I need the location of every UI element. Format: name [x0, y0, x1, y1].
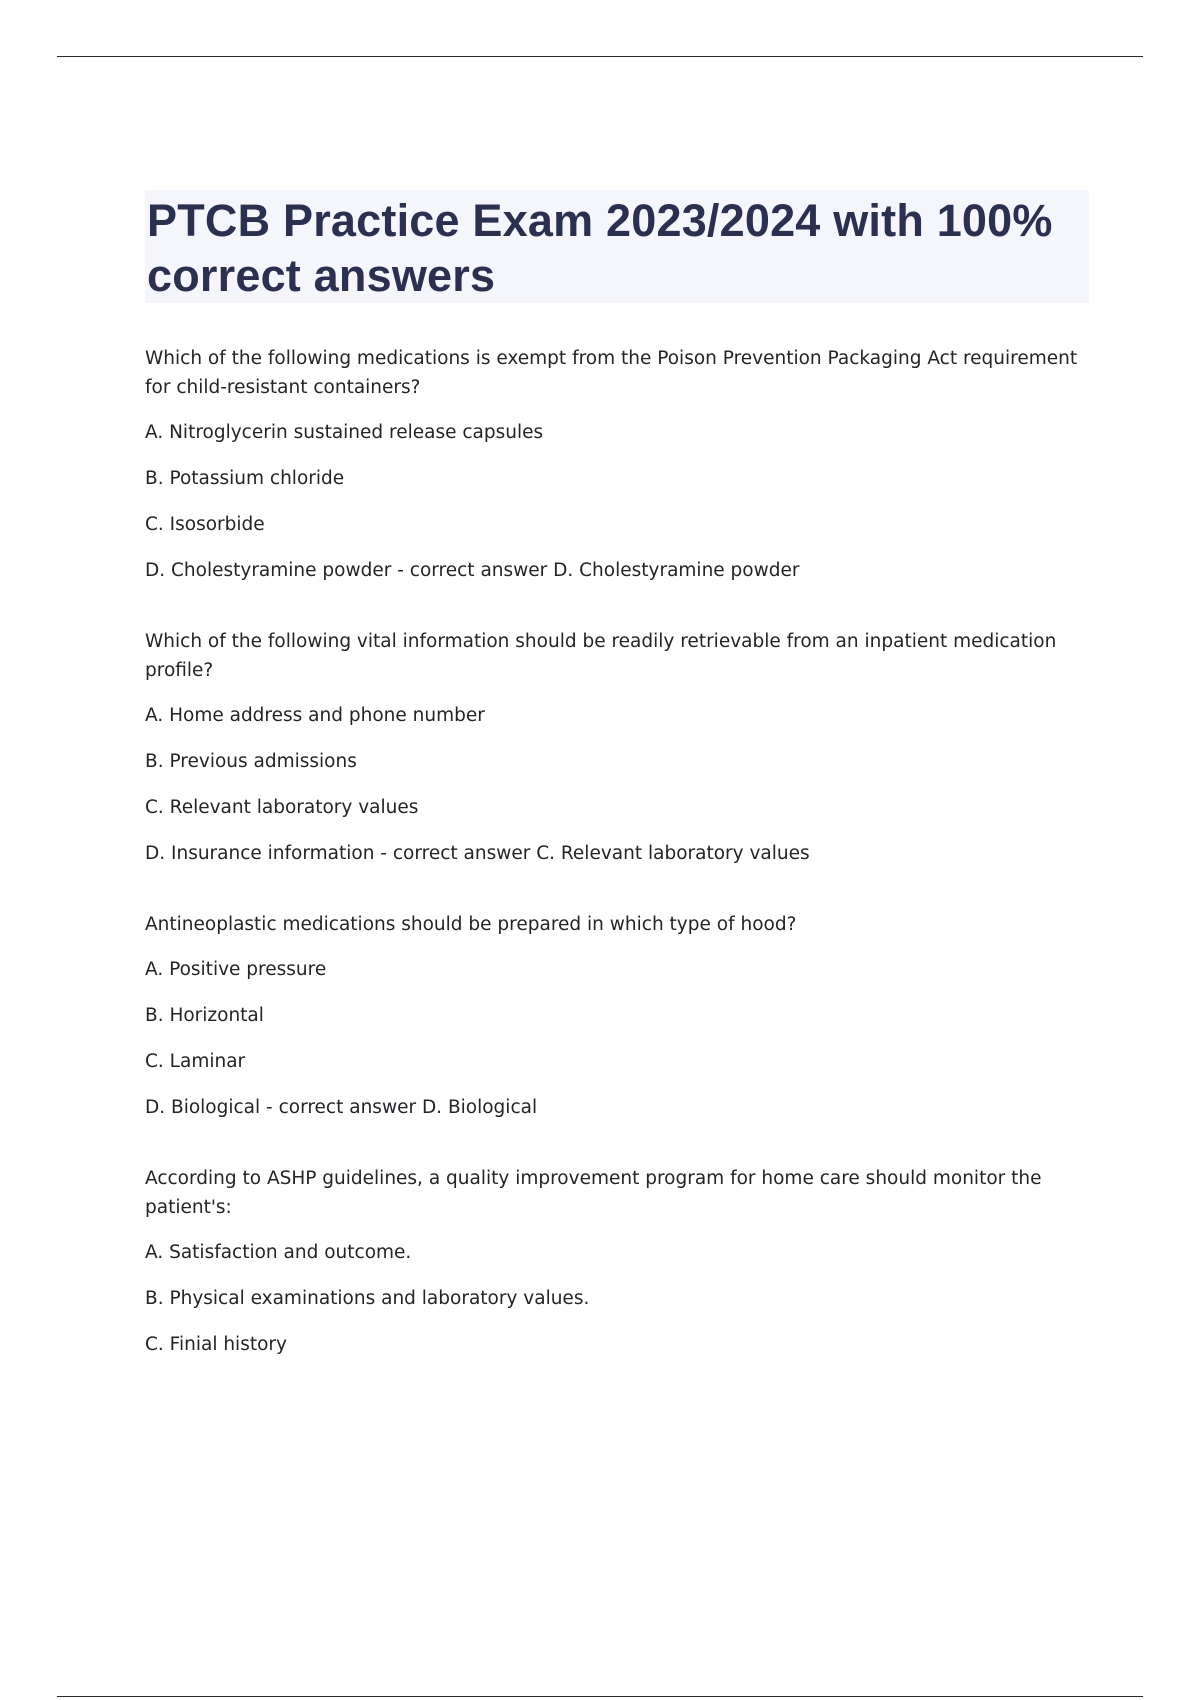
title-banner: [145, 190, 1089, 303]
question-text: Antineoplastic medications should be prepared in which type of hood?: [145, 914, 797, 935]
answer-option-with-correct-answer: D. Insurance information - correct answer C. Relevant laboratory values: [145, 843, 810, 864]
answer-option: C. Finial history: [145, 1334, 287, 1355]
answer-option: B. Previous admissions: [145, 751, 357, 772]
question-block: [145, 344, 1085, 585]
question-text: Which of the following vital information should be readily retrievable from an inpatient medication profile?: [145, 631, 1057, 681]
answer-option: C. Relevant laboratory values: [145, 797, 419, 818]
answer-option: A. Nitroglycerin sustained release capsules: [145, 422, 544, 443]
top-rule: [57, 56, 1143, 57]
answer-option: B. Physical examinations and laboratory values.: [145, 1288, 590, 1309]
question-list: [145, 344, 1085, 1401]
answer-option: A. Positive pressure: [145, 959, 327, 980]
bottom-rule: [57, 1696, 1143, 1697]
answer-option: B. Potassium chloride: [145, 468, 345, 489]
answer-option: C. Isosorbide: [145, 514, 265, 535]
question-block: [145, 910, 1085, 1122]
answer-option-with-correct-answer: D. Cholestyramine powder - correct answer D. Cholestyramine powder: [145, 560, 800, 581]
question-block: [145, 1164, 1085, 1359]
question-block: [145, 627, 1085, 868]
answer-option: B. Horizontal: [145, 1005, 264, 1026]
answer-option-with-correct-answer: D. Biological - correct answer D. Biological: [145, 1097, 538, 1118]
answer-option: C. Laminar: [145, 1051, 246, 1072]
question-text: According to ASHP guidelines, a quality improvement program for home care should monitor the patient's:: [145, 1168, 1042, 1218]
question-text: Which of the following medications is exempt from the Poison Prevention Packaging Act requirement for child-resistant containers?: [145, 348, 1078, 398]
document-title: PTCB Practice Exam 2023/2024 with 100% correct answers: [147, 195, 1053, 301]
answer-option: A. Home address and phone number: [145, 705, 485, 726]
answer-option: A. Satisfaction and outcome.: [145, 1242, 412, 1263]
